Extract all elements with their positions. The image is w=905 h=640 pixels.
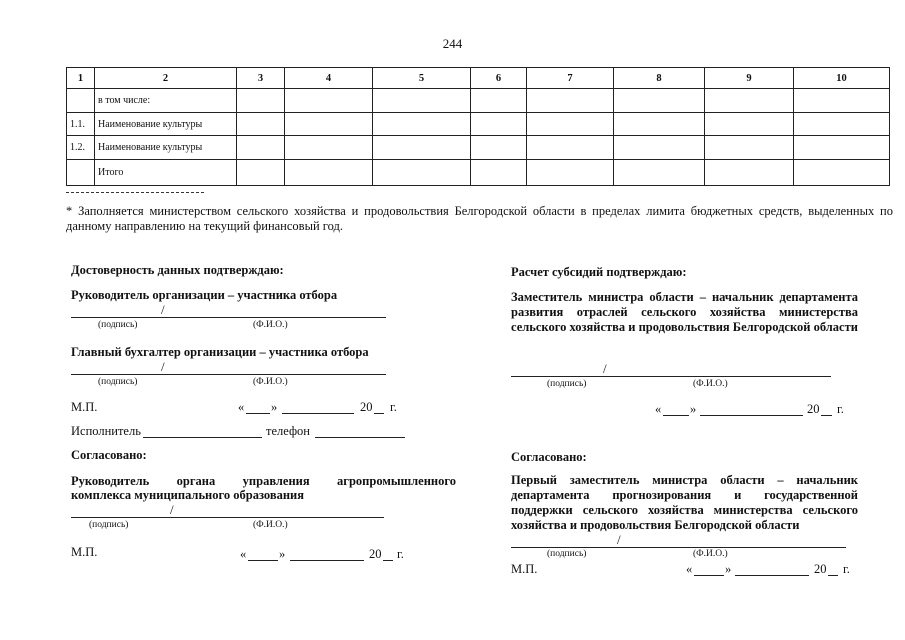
year-suffix: г. <box>837 402 844 416</box>
calc-heading: Расчет субсидий подтверждаю: <box>511 265 687 279</box>
header-cell: 7 <box>527 68 614 89</box>
date-day-line <box>246 413 270 414</box>
table-row <box>67 160 890 186</box>
stamp-label: М.П. <box>71 400 98 414</box>
header-cell: 1 <box>67 68 95 89</box>
fio-label: (Ф.И.О.) <box>253 320 288 330</box>
slash-separator: / <box>161 359 165 374</box>
slash-separator: / <box>617 532 621 547</box>
signature-line <box>71 374 386 375</box>
slash-separator: / <box>603 361 607 376</box>
year-line <box>383 560 393 561</box>
signature-label: (подпись) <box>98 320 138 330</box>
row-number: 1.2. <box>67 136 95 160</box>
fio-label: (Ф.И.О.) <box>253 377 288 387</box>
executor-line <box>143 437 262 438</box>
page-number: 244 <box>442 36 463 51</box>
phone-label: телефон <box>266 424 310 438</box>
date-open-quote: « <box>240 547 247 561</box>
year-suffix: г. <box>843 562 850 576</box>
agro-title-line1: Руководитель органа управления агропромышленного <box>71 474 456 488</box>
signature-label: (подпись) <box>98 377 138 387</box>
agro-title-line2: комплекса муниципального образования <box>71 488 305 502</box>
agreed-heading: Согласовано: <box>511 450 587 464</box>
executor-label: Исполнитель <box>71 424 141 438</box>
table-row <box>67 113 890 136</box>
signature-label: (подпись) <box>547 549 587 559</box>
date-month-line <box>700 415 803 416</box>
date-close-quote: » <box>690 402 697 416</box>
first-deputy-title: Первый заместитель министра области – начальник департамента прогнозирования и государственной поддержки сельского хозяйства министерства сельского хозяйства и продовольствия Белгородской области <box>511 473 858 532</box>
date-open-quote: « <box>655 402 662 416</box>
agreed-heading: Согласовано: <box>71 448 147 462</box>
fio-label: (Ф.И.О.) <box>693 379 728 389</box>
signature-line <box>71 517 384 518</box>
date-close-quote: » <box>271 400 278 414</box>
date-open-quote: « <box>238 400 245 414</box>
accountant-title: Главный бухгалтер организации – участника отбора <box>71 345 369 359</box>
date-open-quote: « <box>686 562 693 576</box>
fio-label: (Ф.И.О.) <box>693 549 728 559</box>
slash-separator: / <box>161 302 165 317</box>
row-name: Наименование культуры <box>95 113 237 136</box>
signature-label: (подпись) <box>547 379 587 389</box>
deputy-title: Заместитель министра области – начальник департамента развития отраслей сельского хозяйства министерства сельского хозяйства и продовольствия Белгородской области <box>511 290 858 334</box>
row-number: 1.1. <box>67 113 95 136</box>
head-title: Руководитель организации – участника отбора <box>71 288 338 302</box>
date-month-line <box>282 413 354 414</box>
header-cell: 2 <box>95 68 237 89</box>
footnote-separator <box>66 192 204 193</box>
subsidy-table <box>66 67 890 186</box>
signature-label: (подпись) <box>89 520 129 530</box>
header-cell: 4 <box>285 68 373 89</box>
header-cell: 3 <box>237 68 285 89</box>
slash-separator: / <box>170 502 174 517</box>
date-day-line <box>248 560 278 561</box>
date-day-line <box>694 575 724 576</box>
signature-line <box>71 317 386 318</box>
year-line <box>821 415 832 416</box>
header-cell: 5 <box>373 68 471 89</box>
year-line <box>374 413 384 414</box>
row-number <box>67 160 95 186</box>
header-cell: 8 <box>614 68 705 89</box>
signature-line <box>511 547 846 548</box>
stamp-label: М.П. <box>71 545 98 559</box>
date-day-line <box>663 415 689 416</box>
year-prefix: 20 <box>360 400 373 414</box>
year-prefix: 20 <box>814 562 827 576</box>
header-cell: 9 <box>705 68 794 89</box>
confirm-heading: Достоверность данных подтверждаю: <box>71 263 284 277</box>
year-prefix: 20 <box>807 402 820 416</box>
year-suffix: г. <box>397 547 404 561</box>
date-close-quote: » <box>725 562 732 576</box>
header-cell: 6 <box>471 68 527 89</box>
fio-label: (Ф.И.О.) <box>253 520 288 530</box>
date-month-line <box>735 575 809 576</box>
date-month-line <box>290 560 364 561</box>
footnote: * Заполняется министерством сельского хозяйства и продовольствия Белгородской области в пределах лимита бюджетных средств, выделенных по данному направлению на текущий финансовый год. <box>66 204 893 233</box>
header-cell: 10 <box>794 68 890 89</box>
table-header-row <box>67 68 890 89</box>
row-number <box>67 89 95 113</box>
phone-line <box>315 437 405 438</box>
row-name: Итого <box>95 160 237 186</box>
row-name: в том числе: <box>95 89 237 113</box>
row-name: Наименование культуры <box>95 136 237 160</box>
signature-line <box>511 376 831 377</box>
year-suffix: г. <box>390 400 397 414</box>
stamp-label: М.П. <box>511 562 538 576</box>
date-close-quote: » <box>279 547 286 561</box>
table-row <box>67 89 890 113</box>
year-prefix: 20 <box>369 547 382 561</box>
table-row <box>67 136 890 160</box>
year-line <box>828 575 838 576</box>
